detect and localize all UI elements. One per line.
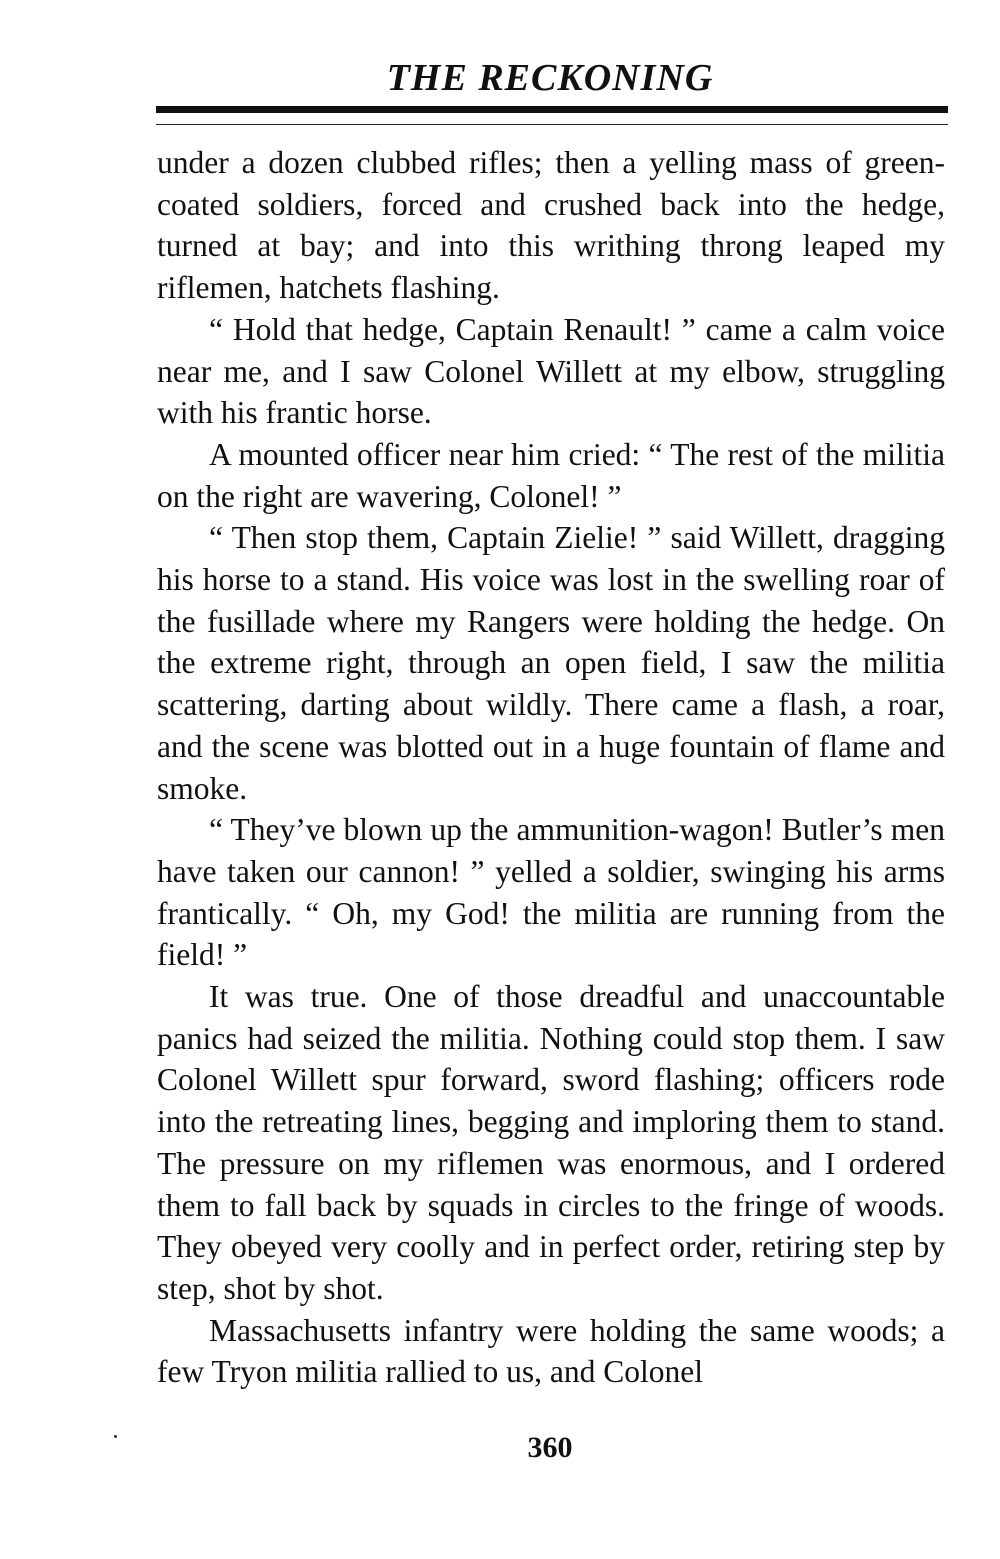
header-rule-thin xyxy=(156,124,948,125)
paragraph: “ They’ve blown up the ammunition-wagon! Butler’s men have taken our cannon! ” yelled a soldier, swinging his arms frantically. “ Oh, my God! the militia are running from the field! ” xyxy=(157,812,945,973)
paragraph: A mounted officer near him cried: “ The rest of the militia on the right are wavering, Colonel! ” xyxy=(157,436,945,514)
running-title: THE RECKONING xyxy=(386,57,714,99)
paragraph: Massachusetts infantry were holding the same woods; a few Tryon militia rallied to us, and Colonel xyxy=(157,1312,945,1390)
header-rule-thick xyxy=(156,106,948,113)
paragraph: “ Then stop them, Captain Zielie! ” said Willett, dragging his horse to a stand. His voice was lost in the swelling roar of the fusillade where my Rangers were holding the hedge. On the extreme right, through an open field, I saw the militia scattering, darting about wildly. There came a flash, a roar, and the scene was blotted out in a huge fountain of flame and smoke. xyxy=(157,520,945,806)
paragraph-continued: under a dozen clubbed rifles; then a yelling mass of green-coated soldiers, forced and crushed back into the hedge, turned at bay; and into this writhing throng leaped my riflemen, hatchets flashing. xyxy=(157,145,945,306)
paragraph: “ Hold that hedge, Captain Renault! ” came a calm voice near me, and I saw Colonel Willett at my elbow, struggling with his frantic horse. xyxy=(157,311,945,431)
page-number: 360 xyxy=(527,1431,573,1464)
paragraph: It was true. One of those dreadful and unaccountable panics had seized the militia. Nothing could stop them. I saw Colonel Willett spur forward, sword flashing; officers rode into the retreating lines, begging and imploring them to stand. The pressure on my riflemen was enormous, and I ordered them to fall back by squads in circles to the fringe of woods. They obeyed very coolly and in perfect order, retiring step by step, shot by shot. xyxy=(157,979,945,1306)
print-speck xyxy=(114,1435,117,1438)
body-text xyxy=(157,142,945,1393)
